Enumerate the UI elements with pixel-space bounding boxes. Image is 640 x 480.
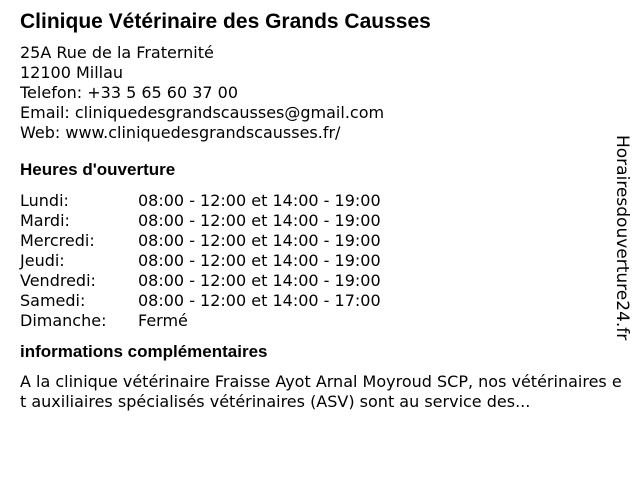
phone-line[interactable]: Telefon: +33 5 65 60 37 00 — [20, 83, 239, 102]
contact-block — [20, 43, 610, 143]
hours-day: Mardi: — [20, 211, 70, 230]
info-description: A la clinique vétérinaire Fraisse Ayot Arnal Moyroud SCP, nos vétérinaires et auxiliaires spécialisés vétérinaires (ASV) sont au service des... — [20, 372, 622, 411]
info-heading: informations complémentaires — [20, 342, 268, 361]
hours-day: Jeudi: — [20, 251, 65, 270]
hours-row — [20, 211, 610, 231]
hours-time: 08:00 - 12:00 et 14:00 - 19:00 — [138, 271, 381, 290]
address-city: 12100 Millau — [20, 63, 124, 82]
hours-day: Mercredi: — [20, 231, 95, 250]
hours-row — [20, 251, 610, 271]
hours-day: Dimanche: — [20, 311, 107, 330]
hours-row — [20, 191, 610, 211]
hours-heading: Heures d'ouverture — [20, 160, 176, 179]
hours-row — [20, 291, 610, 311]
hours-time: 08:00 - 12:00 et 14:00 - 17:00 — [138, 291, 381, 310]
hours-day: Vendredi: — [20, 271, 96, 290]
hours-table — [20, 191, 610, 331]
hours-row — [20, 231, 610, 251]
hours-time: Fermé — [138, 311, 188, 330]
hours-row — [20, 311, 610, 331]
hours-time: 08:00 - 12:00 et 14:00 - 19:00 — [138, 231, 381, 250]
web-line[interactable]: Web: www.cliniquedesgrandscausses.fr/ — [20, 123, 341, 142]
hours-time: 08:00 - 12:00 et 14:00 - 19:00 — [138, 191, 381, 210]
hours-day: Lundi: — [20, 191, 69, 210]
clinic-name: Clinique Vétérinaire des Grands Causses — [20, 10, 431, 33]
hours-time: 08:00 - 12:00 et 14:00 - 19:00 — [138, 211, 381, 230]
email-line[interactable]: Email: cliniquedesgrandscausses@gmail.com — [20, 103, 385, 122]
address-street: 25A Rue de la Fraternité — [20, 43, 214, 62]
hours-time: 08:00 - 12:00 et 14:00 - 19:00 — [138, 251, 381, 270]
hours-day: Samedi: — [20, 291, 86, 310]
site-watermark: Horairesdouverture24.fr — [612, 135, 632, 341]
hours-row — [20, 271, 610, 291]
